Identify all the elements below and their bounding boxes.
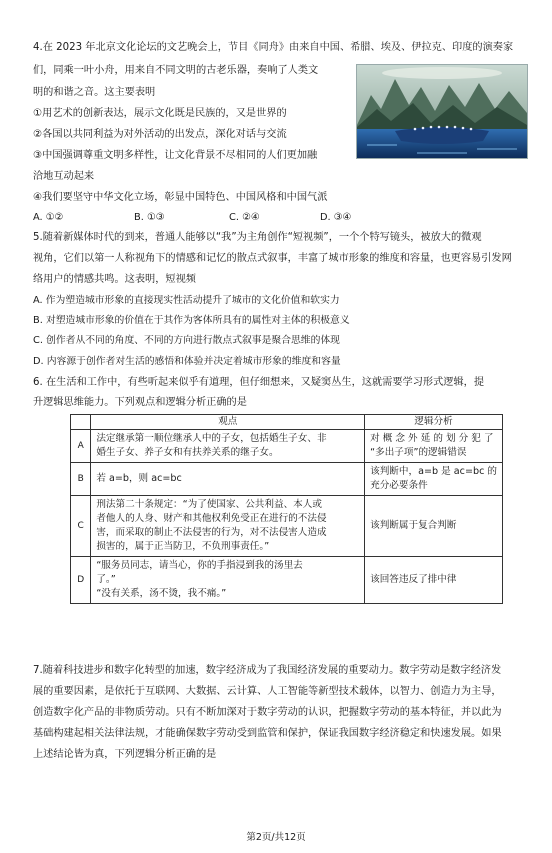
row-key: C bbox=[71, 496, 91, 557]
row-view bbox=[91, 496, 365, 557]
q4-line-2: 们，同乘一叶小舟，用来自不同文明的古老乐器，奏响了人类文 bbox=[33, 65, 319, 76]
analysis-text-line: 该判断中，a=b 是 ac=bc 的 bbox=[370, 466, 497, 477]
page-footer: 第2页/共12页 bbox=[246, 832, 306, 843]
q4-statement-4: ④我们要坚守中华文化立场，彰显中国特色、中国风格和中国气派 bbox=[33, 192, 328, 203]
analysis-text-line: “多出子项”的逻辑错误 bbox=[370, 447, 467, 458]
table-row bbox=[71, 463, 503, 496]
table-row bbox=[71, 430, 503, 463]
row-analysis bbox=[365, 557, 503, 604]
q6-line-1: 6. 在生活和工作中，有些听起来似乎有道理，但仔细想来，又疑窦丛生，这就需要学习形式逻辑，提 bbox=[33, 377, 485, 388]
table-row bbox=[71, 496, 503, 557]
q4-statement-2: ②各国以共同利益为对外活动的出发点，深化对话与交流 bbox=[33, 129, 287, 140]
analysis-text-line: 对 概 念 外 延 的 划 分 犯 了 bbox=[370, 433, 494, 444]
analysis-text-line: 该判断属于复合判断 bbox=[370, 520, 457, 531]
row-view bbox=[91, 557, 365, 604]
table-row bbox=[71, 557, 503, 604]
analysis-text-line: 该回答违反了排中律 bbox=[370, 574, 457, 585]
table-corner-cell bbox=[71, 415, 91, 430]
q4-statement-1: ①用艺术的创新表达，展示文化既是民族的，又是世界的 bbox=[33, 108, 287, 119]
q4-option-b: B. ①③ bbox=[134, 212, 165, 223]
row-analysis bbox=[365, 463, 503, 496]
stage-performance-photo bbox=[356, 64, 528, 159]
view-text-line: 者他人的人身、财产和其他权利免受正在进行的不法侵 bbox=[96, 513, 327, 524]
q5-option-c: C. 创作者从不同的角度、不同的方向进行散点式叙事是聚合思维的体现 bbox=[33, 335, 340, 346]
row-key: B bbox=[71, 463, 91, 496]
q7-line-3: 创造数字化产品的非物质劳动。只有不断加深对于数字劳动的认识，把握数字劳动的基本特征，并以此为 bbox=[33, 707, 502, 718]
q4-option-a: A. ①② bbox=[33, 212, 64, 223]
q6-line-2: 升逻辑思维能力。下列观点和逻辑分析正确的是 bbox=[33, 397, 247, 408]
view-text-line: 若 a=b，则 ac=bc bbox=[96, 473, 182, 484]
column-header-analysis: 逻辑分析 bbox=[365, 415, 503, 430]
q4-line-3: 明的和谐之音。这主要表明 bbox=[33, 87, 156, 98]
analysis-text-line: 充分必要条件 bbox=[370, 480, 428, 491]
row-key: A bbox=[71, 430, 91, 463]
view-text-line: 损害的，属于正当防卫，不负刑事责任。” bbox=[96, 541, 270, 552]
q5-line-2: 视角，它们以第一人称视角下的情感和记忆的散点式叙事，丰富了城市形象的维度和容量，也更容易引发网 bbox=[33, 253, 512, 264]
q5-line-1: 5.随着新媒体时代的到来，普通人能够以“我”为主角创作“短视频”，一个个特写镜头，被放大的微观 bbox=[33, 232, 482, 243]
view-text-line: “没有关系，汤不烫，我不痛。” bbox=[96, 588, 227, 599]
q4-option-c: C. ②④ bbox=[229, 212, 260, 223]
q4-line-1: 4.在 2023 年北京文化论坛的文艺晚会上，节目《同舟》由来自中国、希腊、埃及、伊拉克、印度的演奏家 bbox=[33, 42, 514, 53]
q7-line-5: 上述结论皆为真，下列逻辑分析正确的是 bbox=[33, 749, 217, 760]
q5-line-3: 络用户的情感共鸣。这表明，短视频 bbox=[33, 274, 196, 285]
q7-line-2: 展的重要因素，是依托于互联网、大数据、云计算、人工智能等新型技术载体，以智力、创造力为主导， bbox=[33, 686, 502, 697]
view-text-line: 害，而采取的制止不法侵害的行为，对不法侵害人造成 bbox=[96, 527, 327, 538]
table-header-row bbox=[71, 415, 503, 430]
q7-line-1: 7.随着科技进步和数字化转型的加速，数字经济成为了我国经济发展的重要动力。数字劳动是数字经济发 bbox=[33, 665, 502, 676]
q5-option-a: A. 作为塑造城市形象的直接现实性活动提升了城市的文化价值和软实力 bbox=[33, 295, 340, 306]
row-view bbox=[91, 430, 365, 463]
row-analysis bbox=[365, 430, 503, 463]
view-text-line: 婚生子女、养子女和有扶养关系的继子女。 bbox=[96, 447, 279, 458]
view-text-line: 刑法第二十条规定：“为了使国家、公共利益、本人或 bbox=[96, 499, 322, 510]
row-analysis bbox=[365, 496, 503, 557]
logic-analysis-table bbox=[70, 414, 503, 604]
q7-line-4: 基础构建起相关法律法规，才能确保数字劳动受到监管和保护，保证我国数字经济稳定和快速发展。如果 bbox=[33, 728, 502, 739]
view-text-line: “服务员同志，请当心，你的手指浸到我的汤里去 bbox=[96, 560, 303, 571]
view-text-line: 了。” bbox=[96, 574, 116, 585]
column-header-view: 观点 bbox=[91, 415, 365, 430]
q5-option-b: B. 对塑造城市形象的价值在于其作为客体所具有的属性对主体的积极意义 bbox=[33, 315, 350, 326]
q4-option-d: D. ③④ bbox=[320, 212, 352, 223]
q4-statement-3b: 洽地互动起来 bbox=[33, 171, 95, 182]
row-view bbox=[91, 463, 365, 496]
q5-option-d: D. 内容源于创作者对生活的感悟和体验并决定着城市形象的维度和容量 bbox=[33, 356, 341, 367]
q4-statement-3a: ③中国强调尊重文明多样性，让文化背景不尽相同的人们更加融 bbox=[33, 150, 318, 161]
view-text-line: 法定继承第一顺位继承人中的子女，包括婚生子女、非 bbox=[96, 433, 327, 444]
row-key: D bbox=[71, 557, 91, 604]
